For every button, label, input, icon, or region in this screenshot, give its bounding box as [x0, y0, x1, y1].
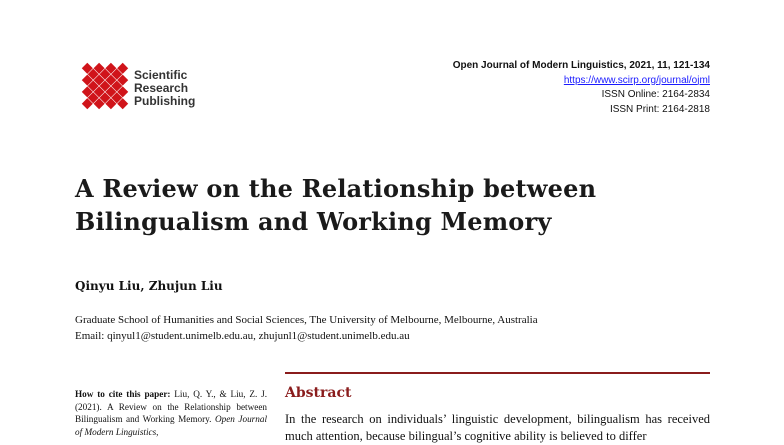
journal-meta — [453, 59, 710, 117]
scirp-diamond-logo-icon — [78, 58, 132, 114]
affiliation: Graduate School of Humanities and Social Sciences, The University of Melbourne, Melbourne, Australia — [75, 314, 538, 326]
how-to-cite-label: How to cite this paper: — [75, 389, 171, 399]
how-to-cite — [75, 388, 267, 438]
journal-citation: Open Journal of Modern Linguistics, 2021, 11, 121-134 — [452, 60, 710, 71]
publisher-name-line: Research — [134, 81, 189, 95]
article-title — [75, 172, 715, 238]
publisher-name-line: Publishing — [134, 94, 196, 108]
abstract-text: In the research on individuals’ linguistic development, bilingualism has received much attention, because bilingual’s cognitive ability is believed to differ — [285, 412, 710, 443]
publisher-name-line: Scientific — [134, 68, 188, 82]
article-title-line: Bilingualism and Working Memory — [75, 207, 552, 236]
article-authors: Qinyu Liu, Zhujun Liu — [75, 279, 223, 293]
publisher-name — [134, 69, 195, 108]
issn-online: ISSN Online: 2164-2834 — [601, 89, 710, 100]
article-title-line: A Review on the Relationship between — [75, 174, 597, 203]
author-affiliation-block — [75, 312, 715, 344]
how-to-cite-text: Liu, Q. Y., & Liu, Z. J. (2021). A Review on the Relationship between Bilingualism and Working Memory. — [75, 389, 267, 424]
abstract-divider — [285, 372, 710, 374]
issn-print: ISSN Print: 2164-2818 — [609, 103, 710, 115]
abstract-heading: Abstract — [285, 385, 352, 401]
publisher-logo — [78, 58, 208, 114]
journal-url-link[interactable]: https://www.scirp.org/journal/ojml — [563, 74, 710, 86]
how-to-cite-journal: Open Journal of Modern Linguistics, — [75, 414, 267, 437]
author-email: Email: qinyul1@student.unimelb.edu.au, zhujunl1@student.unimelb.edu.au — [75, 330, 410, 342]
